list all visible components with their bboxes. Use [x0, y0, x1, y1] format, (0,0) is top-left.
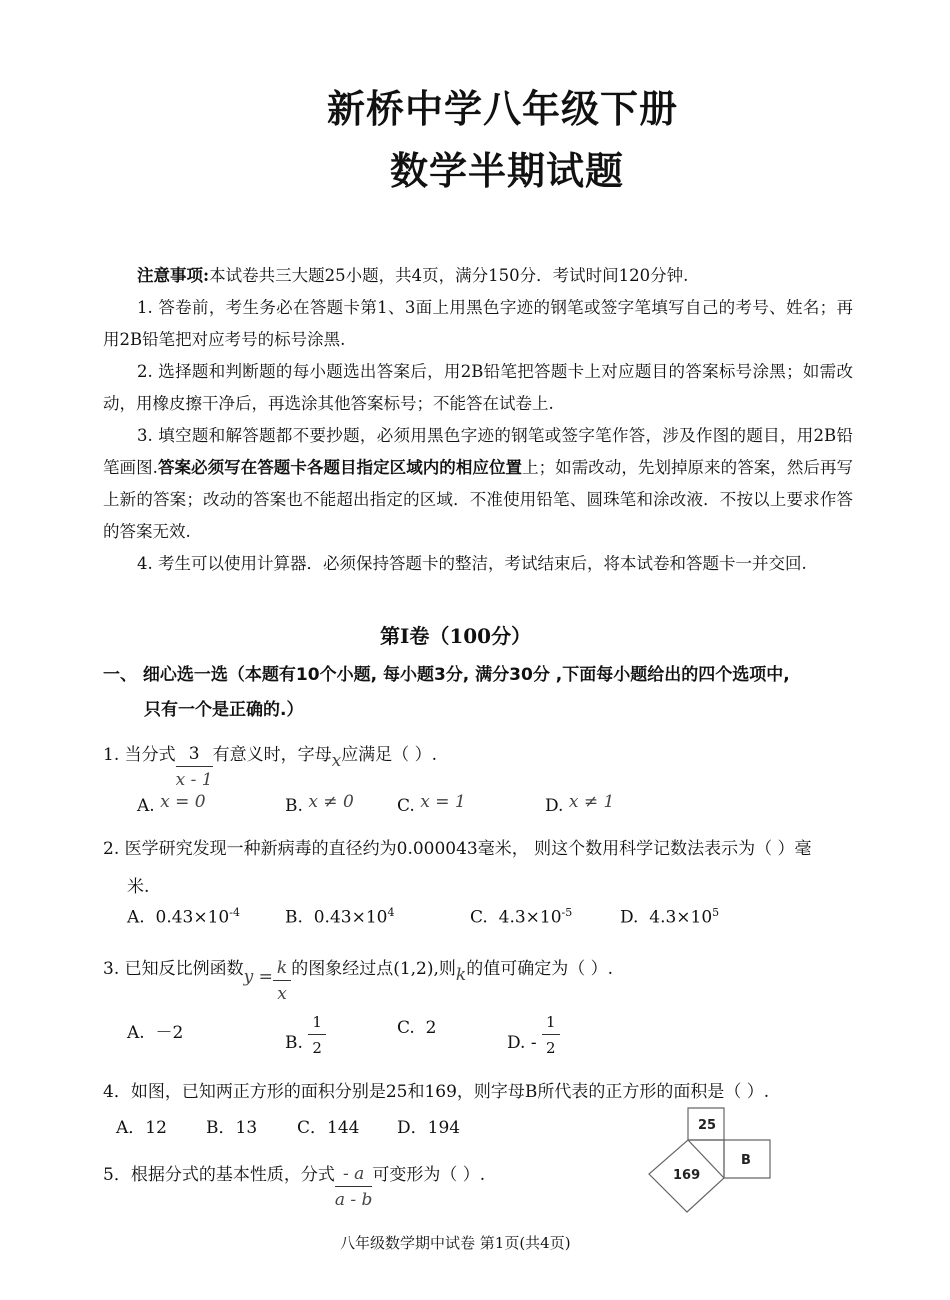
- notice-item-1: 1. 答卷前，考生务必在答题卡第1、3面上用黑色字迹的钢笔或签字笔填写自己的考号、姓名；再用2B铅笔把对应考号的标号涂黑.: [103, 298, 853, 349]
- question-5: [103, 1150, 486, 1210]
- q3-stem-mid: 的图象经过点(1,2),则: [291, 959, 456, 979]
- q1-stem-post: 应满足（ ）.: [341, 745, 437, 765]
- question-1: [103, 730, 437, 790]
- question-2-line2: 米.: [127, 877, 150, 897]
- notice-item-3: [103, 420, 853, 548]
- notice-item-3-bold: 答案必须写在答题卡各题目指定区域内的相应位置: [157, 458, 523, 477]
- question-4: 4．如图，已知两正方形的面积分别是25和169，则字母B所代表的正方形的面积是（ ）.: [103, 1082, 770, 1102]
- q2-option-d: D. $4.3\times 10^5$: [620, 906, 720, 928]
- question-2-line1: 2. 医学研究发现一种新病毒的直径约为0.000043毫米， 则这个数用科学记数法表示为（ ）毫: [103, 839, 812, 859]
- q3-option-c: C. 2: [397, 1018, 437, 1038]
- q3-option-a: A. －2: [127, 1023, 184, 1043]
- notice-intro: [103, 260, 853, 292]
- notice-item-2: 2. 选择题和判断题的每小题选出答案后，用2B铅笔把答题卡上对应题目的答案标号涂黑；如需改动，用橡皮擦干净后，再选涂其他答案标号；不能答在试卷上.: [103, 362, 853, 413]
- q3-option-b: B. $\frac{1}{2}$: [285, 1010, 326, 1061]
- q3-option-d: D. - $\frac{1}{2}$: [507, 1010, 560, 1061]
- q3-lhs: y =: [243, 967, 273, 987]
- notice-item-3-b: 上；如需改动，先划掉原来的答案，然后再写上新的答案；改动的答案也不能超出指定的区域．不准使用铅笔、圆珠笔和涂改液．不按以上要求作答的答案无效.: [103, 458, 854, 541]
- q5-frac-den: a - b: [334, 1190, 373, 1210]
- label-b: B: [741, 1153, 751, 1168]
- q4-squares-figure: [640, 1100, 780, 1220]
- notice-item-4: 4. 考生可以使用计算器．必须保持答题卡的整洁，考试结束后，将本试卷和答题卡一并交回.: [137, 554, 807, 573]
- q1-option-c: C. x = 1: [397, 792, 466, 816]
- q1-frac-den: x - 1: [175, 770, 213, 790]
- q4-option-b: B．13: [206, 1118, 258, 1138]
- question-3: [103, 944, 614, 1004]
- q3-var: k: [455, 965, 467, 985]
- label-169: 169: [673, 1168, 701, 1183]
- q3-frac-den: x: [277, 984, 287, 1004]
- q4-option-d: D．194: [397, 1118, 461, 1138]
- section1-heading-line1: 一、 细心选一选（本题有10个小题, 每小题3分, 满分30分 ,下面每小题给出的四个选项中,: [103, 665, 790, 685]
- notice-item-3-a: 3. 填空题和解答题都不要抄题，必须用黑色字迹的钢笔或签字笔作答，涉及作图的题目，用2B铅笔画图.: [103, 426, 853, 477]
- q1-option-d: D. x ≠ 1: [545, 792, 615, 816]
- page-title-line2: 数学半期试题: [390, 149, 625, 193]
- q4-option-a: A．12: [116, 1118, 167, 1138]
- q3-stem-pre: 3. 已知反比例函数: [103, 959, 244, 979]
- q3-frac-num: k: [273, 956, 291, 981]
- q1-frac-num: 3: [176, 742, 213, 767]
- q1-stem-mid: 有意义时，字母: [212, 745, 332, 765]
- q2-option-a: A. $0.43\times 10^{-4}$: [127, 906, 240, 928]
- q1-stem-pre: 1. 当分式: [103, 745, 176, 765]
- q5-fraction: [335, 1162, 373, 1213]
- notice-block: [103, 260, 853, 580]
- q1-var: x: [331, 751, 342, 771]
- notice-label: 注意事项:: [137, 266, 210, 285]
- q1-fraction: [176, 742, 213, 793]
- page-footer: 八年级数学期中试卷 第1页(共4页): [340, 1234, 571, 1252]
- q1-option-b: B. x ≠ 0: [285, 792, 354, 816]
- notice-intro-text: 本试卷共三大题25小题，共4页，满分150分．考试时间120分钟.: [209, 266, 689, 285]
- q5-stem-post: 可变形为（ ）.: [372, 1165, 486, 1185]
- q3-stem-post: 的值可确定为（ ）.: [466, 959, 614, 979]
- q5-frac-num: - a: [335, 1162, 373, 1187]
- q3-fraction: [273, 956, 291, 1007]
- part1-heading: 第Ⅰ卷（100分）: [380, 624, 532, 648]
- page-title-line1: 新桥中学八年级下册: [327, 87, 679, 131]
- q1-option-a: A. x = 0: [137, 792, 206, 816]
- q4-option-c: C．144: [297, 1118, 360, 1138]
- label-25: 25: [698, 1118, 717, 1133]
- q5-stem-pre: 5．根据分式的基本性质，分式: [103, 1165, 335, 1185]
- q2-option-b: B. $0.43\times 10^4$: [285, 906, 395, 928]
- q2-option-c: C. $4.3\times 10^{-5}$: [470, 906, 573, 928]
- section1-heading-line2: 只有一个是正确的.）: [144, 700, 304, 720]
